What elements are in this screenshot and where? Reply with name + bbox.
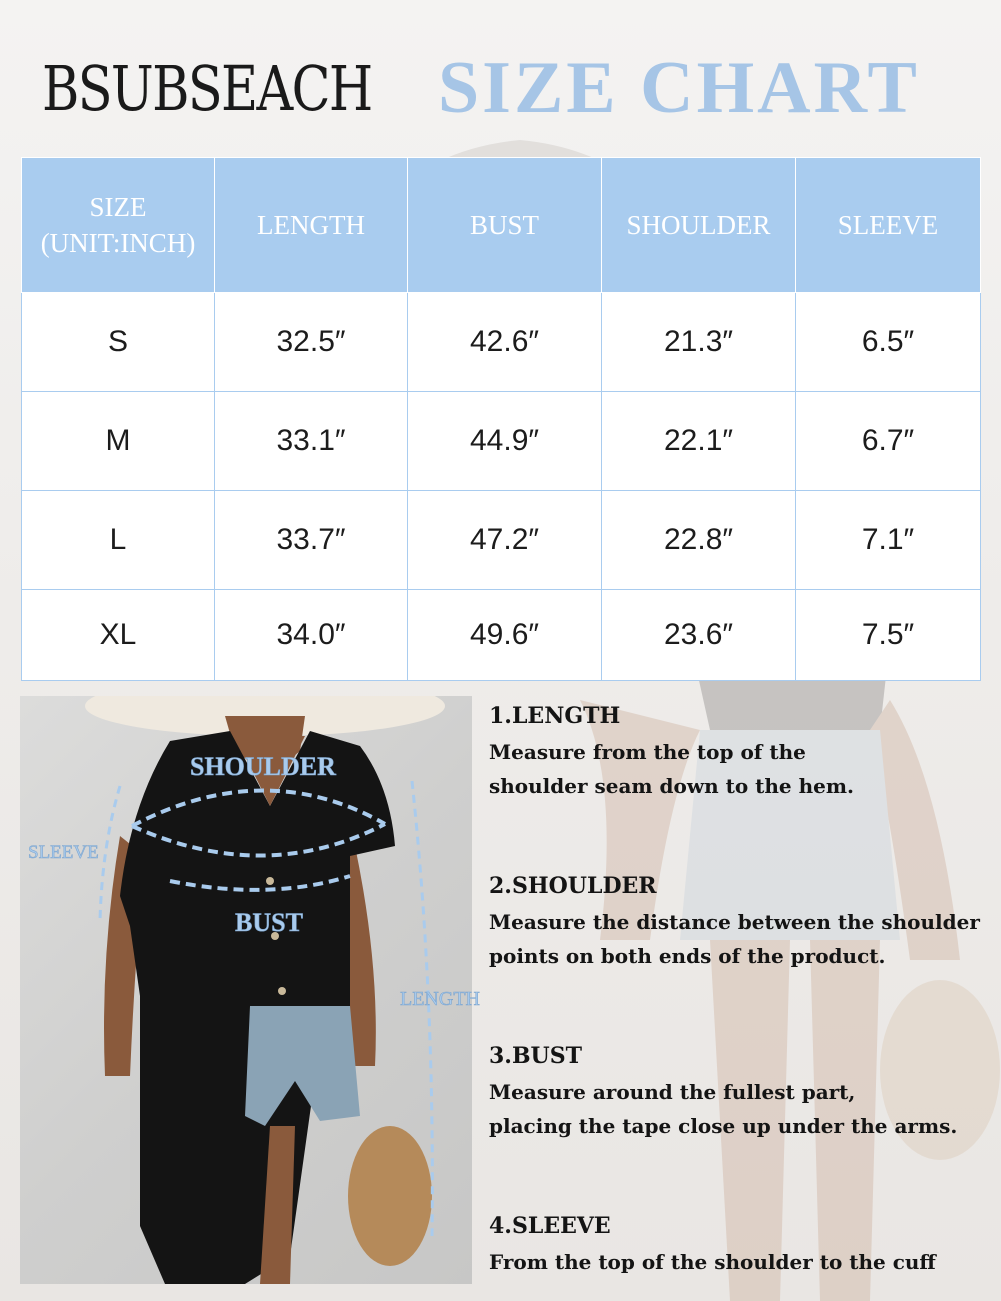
instruction-heading: 4.SLEEVE	[489, 1213, 611, 1239]
cell-shoulder: 22.8″	[602, 491, 796, 590]
cell-shoulder: 21.3″	[602, 293, 796, 392]
cell-sleeve: 7.5″	[796, 590, 981, 681]
instruction-text: shoulder seam down to the hem.	[489, 774, 854, 798]
instruction-text: Measure around the fullest part,	[489, 1080, 856, 1104]
cell-size: S	[22, 293, 215, 392]
cell-size: XL	[22, 590, 215, 681]
straw-bag-shape	[348, 1126, 432, 1266]
cell-sleeve: 6.5″	[796, 293, 981, 392]
instruction-length	[489, 703, 854, 803]
header-size-label: SIZE	[89, 191, 147, 222]
cell-size: L	[22, 491, 215, 590]
header-size	[22, 158, 215, 293]
cell-length: 32.5″	[215, 293, 408, 392]
cell-bust: 47.2″	[408, 491, 602, 590]
sleeve-label: SLEEVE	[28, 842, 99, 863]
instruction-text: points on both ends of the product.	[489, 944, 886, 968]
header-size-unit: (UNIT:INCH)	[40, 228, 196, 258]
instruction-heading: 3.BUST	[489, 1043, 583, 1069]
header-length: LENGTH	[215, 158, 408, 293]
cell-length: 34.0″	[215, 590, 408, 681]
table-row	[22, 590, 981, 681]
cell-bust: 49.6″	[408, 590, 602, 681]
header-sleeve: SLEEVE	[796, 158, 981, 293]
cell-shoulder: 22.1″	[602, 392, 796, 491]
table-row	[22, 293, 981, 392]
table-header-row	[22, 158, 981, 293]
cell-sleeve: 7.1″	[796, 491, 981, 590]
instruction-text: Measure from the top of the	[489, 740, 806, 764]
instruction-heading: 2.SHOULDER	[489, 873, 657, 899]
brand-name: BSUBSEACH	[42, 52, 372, 125]
table-row	[22, 392, 981, 491]
cell-sleeve: 6.7″	[796, 392, 981, 491]
instruction-text: Measure the distance between the shoulder	[489, 910, 980, 934]
instruction-shoulder	[489, 873, 980, 973]
instruction-bust	[489, 1043, 957, 1143]
table-row	[22, 491, 981, 590]
cell-length: 33.7″	[215, 491, 408, 590]
length-label: LENGTH	[400, 988, 480, 1010]
page-title: SIZE CHART	[438, 47, 920, 129]
instruction-sleeve	[489, 1213, 936, 1279]
header-bust: BUST	[408, 158, 602, 293]
cell-size: M	[22, 392, 215, 491]
instruction-text: From the top of the shoulder to the cuff	[489, 1250, 936, 1274]
shoulder-label: SHOULDER	[190, 752, 336, 781]
instruction-heading: 1.LENGTH	[489, 703, 621, 729]
cell-bust: 44.9″	[408, 392, 602, 491]
size-chart-table	[21, 157, 981, 681]
cell-length: 33.1″	[215, 392, 408, 491]
bust-label: BUST	[235, 908, 303, 937]
instruction-text: placing the tape close up under the arms.	[489, 1114, 958, 1138]
cell-bust: 42.6″	[408, 293, 602, 392]
cell-shoulder: 23.6″	[602, 590, 796, 681]
header-shoulder: SHOULDER	[602, 158, 796, 293]
